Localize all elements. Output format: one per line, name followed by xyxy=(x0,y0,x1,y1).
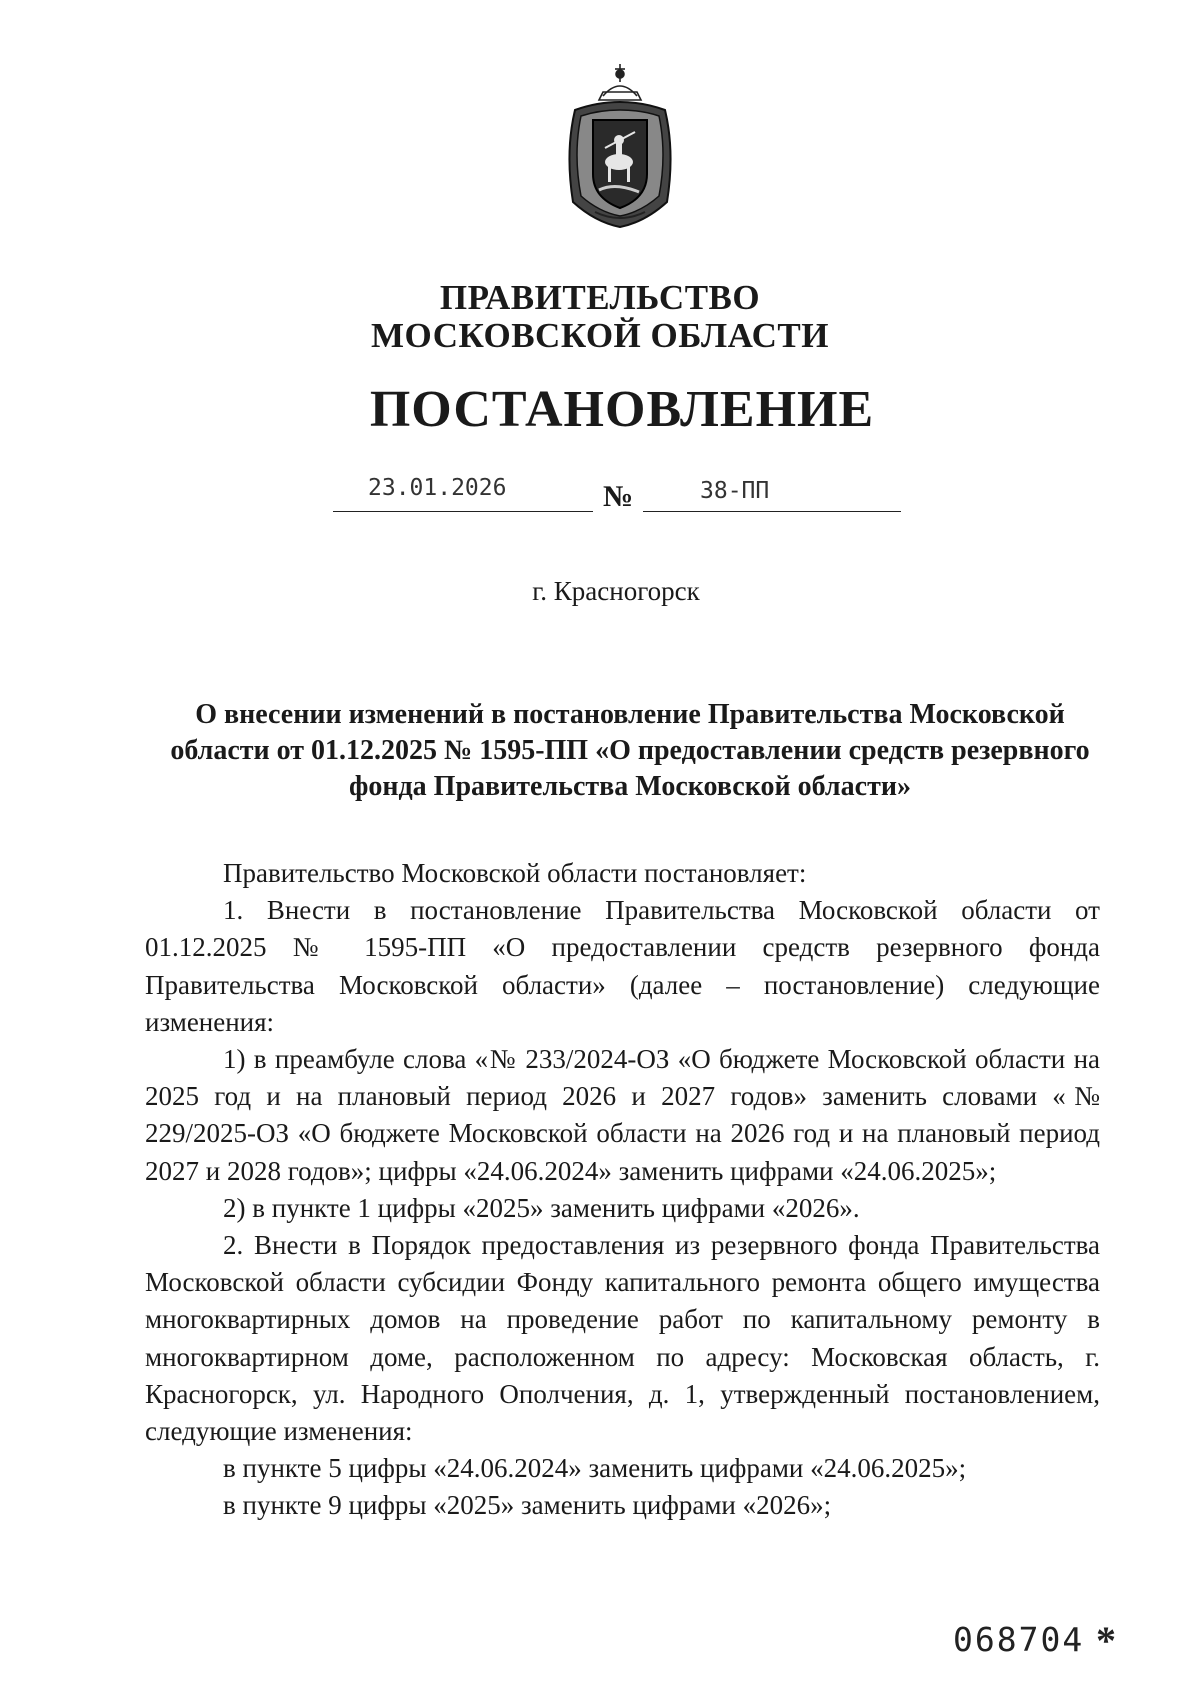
document-date: 23.01.2026 xyxy=(368,475,507,501)
number-sign: № xyxy=(603,480,634,513)
paragraph-2-item-b: в пункте 9 цифры «2025» заменить цифрами «2026»; xyxy=(223,1490,832,1521)
document-city: г. Красногорск xyxy=(532,576,700,606)
serial-mark: * xyxy=(1096,1618,1116,1663)
org-name-line1: ПРАВИТЕЛЬСТВО xyxy=(439,278,761,317)
document-number: 38-ПП xyxy=(700,478,770,504)
paragraph-2: 2. Внести в Порядок предоставления из резервного фонда Правительства Московской области субсидии Фонду капитального ремонта общего имущества многоквартирных домов на проведение работ по капитальному ремонту в многоквартирном доме, расположенном по адресу: Московская область, г. Красногорск, ул. Народного Ополчения, д. 1, утвержденный постановлением, следующие изменения: xyxy=(145,1230,1100,1447)
paragraph-2-item-a: в пункте 5 цифры «24.06.2024» заменить цифрами «24.06.2025»; xyxy=(223,1453,967,1484)
paragraph-1-item-2: 2) в пункте 1 цифры «2025» заменить цифрами «2026». xyxy=(223,1192,860,1223)
document-body xyxy=(145,855,1100,1525)
serial-number: 068704 xyxy=(953,1620,1085,1659)
paragraph-1-item-1: 1) в преамбуле слова «№ 233/2024-ОЗ «О бюджете Московской области на 2025 год и на плановый период 2026 и 2027 годов» заменить словами «№ 229/2025-ОЗ «О бюджете Московской области на 2026 год и на плановый период 2027 и 2028 годов»; цифры «24.06.2024» заменить цифрами «24.06.2025»; xyxy=(145,1044,1100,1186)
document-title: О внесении изменений в постановление Правительства Московской области от 01.12.2025 № 1595-ПП «О предоставлении средств резервного фонда Правительства Московской области» xyxy=(170,699,1090,802)
org-name-line2: МОСКОВСКОЙ ОБЛАСТИ xyxy=(371,316,829,355)
date-underline xyxy=(333,511,593,512)
paragraph-1: 1. Внести в постановление Правительства Московской области от 01.12.2025 № 1595-ПП «О предоставлении средств резервного фонда Правительства Московской области» (далее – постановление) следующие изменения: xyxy=(145,895,1100,1037)
preamble-paragraph: Правительство Московской области постановляет: xyxy=(223,858,807,888)
number-underline xyxy=(643,511,901,512)
document-type-heading: ПОСТАНОВЛЕНИЕ xyxy=(369,381,875,438)
moscow-oblast-coat-of-arms-emblem xyxy=(555,62,685,232)
